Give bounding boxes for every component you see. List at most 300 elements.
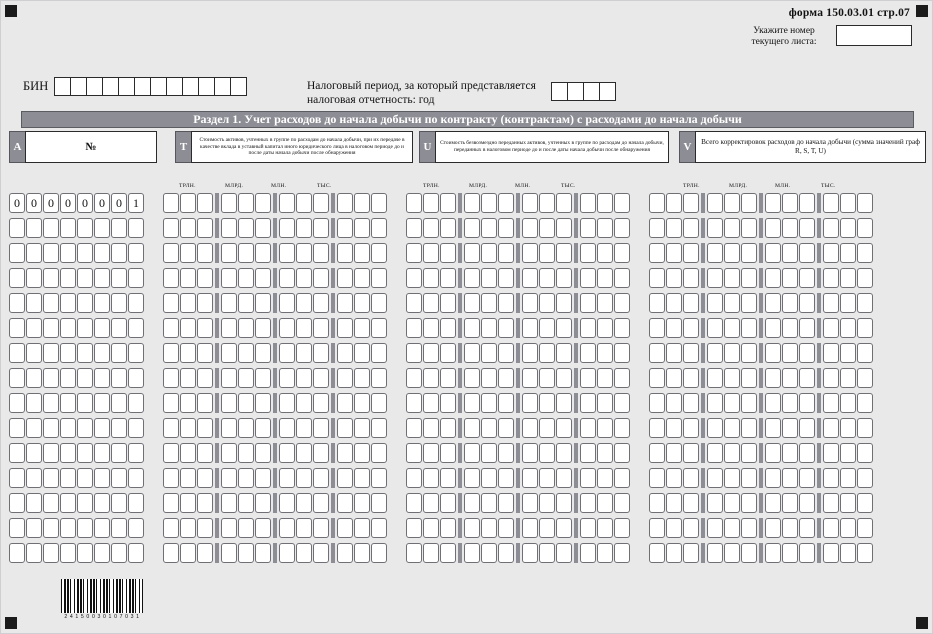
amount-digit[interactable]: [799, 468, 815, 488]
amount-digit[interactable]: [197, 318, 213, 338]
amount-digit[interactable]: [539, 543, 555, 563]
amount-digit[interactable]: [765, 243, 781, 263]
row-number-field[interactable]: [9, 193, 145, 213]
amount-digit[interactable]: [683, 193, 699, 213]
amount-digit[interactable]: [354, 268, 370, 288]
amount-digit[interactable]: [221, 318, 237, 338]
amount-digit[interactable]: [782, 418, 798, 438]
row-number-digit[interactable]: [94, 518, 110, 538]
amount-digit[interactable]: [423, 318, 439, 338]
row-number-digit[interactable]: [43, 268, 59, 288]
amount-digit[interactable]: [707, 443, 723, 463]
amount-digit[interactable]: [649, 293, 665, 313]
amount-field[interactable]: [163, 218, 388, 238]
row-number-digit[interactable]: [111, 468, 127, 488]
row-number-digit[interactable]: 0: [77, 193, 93, 213]
amount-digit[interactable]: [724, 368, 740, 388]
amount-field[interactable]: [163, 193, 388, 213]
row-number-digit[interactable]: [94, 393, 110, 413]
amount-digit[interactable]: [313, 193, 329, 213]
amount-digit[interactable]: [354, 343, 370, 363]
amount-digit[interactable]: [782, 368, 798, 388]
amount-field[interactable]: [649, 468, 874, 488]
amount-digit[interactable]: [464, 543, 480, 563]
amount-digit[interactable]: [580, 318, 596, 338]
row-number-digit[interactable]: [43, 468, 59, 488]
row-number-digit[interactable]: [111, 368, 127, 388]
row-number-digit[interactable]: [26, 368, 42, 388]
amount-digit[interactable]: [765, 493, 781, 513]
amount-digit[interactable]: [406, 343, 422, 363]
amount-digit[interactable]: [580, 443, 596, 463]
bin-cell[interactable]: [86, 77, 103, 96]
amount-digit[interactable]: [197, 193, 213, 213]
amount-digit[interactable]: [464, 443, 480, 463]
amount-field[interactable]: [649, 443, 874, 463]
amount-digit[interactable]: [707, 418, 723, 438]
amount-field[interactable]: [649, 218, 874, 238]
amount-digit[interactable]: [683, 368, 699, 388]
row-number-digit[interactable]: [128, 218, 144, 238]
amount-digit[interactable]: [840, 543, 856, 563]
amount-digit[interactable]: [498, 268, 514, 288]
amount-digit[interactable]: [724, 268, 740, 288]
amount-digit[interactable]: [371, 293, 387, 313]
amount-digit[interactable]: [799, 493, 815, 513]
amount-digit[interactable]: [556, 318, 572, 338]
row-number-digit[interactable]: [9, 243, 25, 263]
amount-digit[interactable]: [423, 368, 439, 388]
row-number-digit[interactable]: 0: [26, 193, 42, 213]
amount-digit[interactable]: [707, 393, 723, 413]
tax-period-cell[interactable]: [583, 82, 600, 101]
amount-digit[interactable]: [782, 343, 798, 363]
amount-digit[interactable]: [238, 443, 254, 463]
amount-digit[interactable]: [255, 343, 271, 363]
amount-digit[interactable]: [498, 518, 514, 538]
amount-digit[interactable]: [464, 268, 480, 288]
amount-digit[interactable]: [296, 243, 312, 263]
amount-digit[interactable]: [649, 518, 665, 538]
amount-digit[interactable]: [741, 518, 757, 538]
amount-digit[interactable]: [180, 218, 196, 238]
amount-digit[interactable]: [556, 368, 572, 388]
amount-digit[interactable]: [440, 493, 456, 513]
amount-digit[interactable]: [313, 493, 329, 513]
amount-digit[interactable]: [614, 218, 630, 238]
amount-digit[interactable]: [238, 318, 254, 338]
row-number-field[interactable]: [9, 543, 145, 563]
amount-digit[interactable]: [238, 468, 254, 488]
amount-digit[interactable]: [221, 468, 237, 488]
amount-digit[interactable]: [522, 543, 538, 563]
amount-digit[interactable]: [614, 418, 630, 438]
amount-digit[interactable]: [539, 443, 555, 463]
amount-digit[interactable]: [221, 293, 237, 313]
amount-digit[interactable]: [649, 493, 665, 513]
amount-digit[interactable]: [666, 243, 682, 263]
amount-digit[interactable]: [313, 318, 329, 338]
amount-digit[interactable]: [539, 493, 555, 513]
row-number-digit[interactable]: [111, 543, 127, 563]
amount-digit[interactable]: [406, 493, 422, 513]
amount-digit[interactable]: [313, 518, 329, 538]
amount-digit[interactable]: [707, 518, 723, 538]
amount-digit[interactable]: [180, 268, 196, 288]
row-number-digit[interactable]: [43, 543, 59, 563]
amount-digit[interactable]: [371, 543, 387, 563]
amount-field[interactable]: [649, 368, 874, 388]
amount-digit[interactable]: [666, 418, 682, 438]
amount-digit[interactable]: [238, 243, 254, 263]
amount-digit[interactable]: [666, 318, 682, 338]
row-number-digit[interactable]: [111, 443, 127, 463]
row-number-digit[interactable]: [77, 343, 93, 363]
row-number-digit[interactable]: [26, 418, 42, 438]
amount-digit[interactable]: [741, 293, 757, 313]
amount-digit[interactable]: [296, 418, 312, 438]
amount-digit[interactable]: [406, 243, 422, 263]
amount-field[interactable]: [163, 418, 388, 438]
amount-field[interactable]: [406, 518, 631, 538]
row-number-digit[interactable]: [9, 543, 25, 563]
row-number-field[interactable]: [9, 368, 145, 388]
amount-digit[interactable]: [649, 343, 665, 363]
row-number-digit[interactable]: [26, 493, 42, 513]
amount-digit[interactable]: [724, 493, 740, 513]
amount-digit[interactable]: [782, 193, 798, 213]
amount-digit[interactable]: [782, 393, 798, 413]
amount-digit[interactable]: [707, 268, 723, 288]
amount-digit[interactable]: [279, 193, 295, 213]
amount-digit[interactable]: [741, 193, 757, 213]
amount-digit[interactable]: [823, 418, 839, 438]
amount-digit[interactable]: [464, 468, 480, 488]
amount-field[interactable]: [649, 518, 874, 538]
amount-digit[interactable]: [255, 543, 271, 563]
amount-field[interactable]: [163, 268, 388, 288]
amount-digit[interactable]: [406, 443, 422, 463]
amount-digit[interactable]: [481, 443, 497, 463]
row-number-digit[interactable]: [9, 443, 25, 463]
amount-digit[interactable]: [823, 243, 839, 263]
amount-digit[interactable]: [354, 193, 370, 213]
amount-digit[interactable]: [481, 543, 497, 563]
amount-digit[interactable]: [255, 218, 271, 238]
amount-digit[interactable]: [163, 293, 179, 313]
amount-digit[interactable]: [337, 443, 353, 463]
amount-digit[interactable]: [406, 543, 422, 563]
row-number-digit[interactable]: [128, 418, 144, 438]
amount-digit[interactable]: [464, 368, 480, 388]
amount-digit[interactable]: [354, 543, 370, 563]
amount-digit[interactable]: [221, 518, 237, 538]
amount-digit[interactable]: [337, 293, 353, 313]
amount-digit[interactable]: [197, 293, 213, 313]
row-number-digit[interactable]: [128, 493, 144, 513]
amount-digit[interactable]: [580, 193, 596, 213]
amount-digit[interactable]: [255, 193, 271, 213]
row-number-digit[interactable]: [9, 468, 25, 488]
amount-digit[interactable]: [163, 243, 179, 263]
row-number-digit[interactable]: [26, 518, 42, 538]
amount-digit[interactable]: [840, 318, 856, 338]
amount-digit[interactable]: [823, 443, 839, 463]
amount-digit[interactable]: [666, 543, 682, 563]
amount-digit[interactable]: [666, 393, 682, 413]
amount-digit[interactable]: [197, 368, 213, 388]
row-number-digit[interactable]: [94, 493, 110, 513]
amount-digit[interactable]: [440, 343, 456, 363]
amount-digit[interactable]: [707, 218, 723, 238]
row-number-digit[interactable]: [43, 243, 59, 263]
amount-digit[interactable]: [539, 193, 555, 213]
amount-digit[interactable]: [279, 293, 295, 313]
row-number-digit[interactable]: [60, 293, 76, 313]
amount-digit[interactable]: [313, 293, 329, 313]
amount-digit[interactable]: [354, 493, 370, 513]
amount-digit[interactable]: [840, 468, 856, 488]
amount-digit[interactable]: [724, 343, 740, 363]
amount-field[interactable]: [163, 318, 388, 338]
amount-field[interactable]: [649, 243, 874, 263]
row-number-digit[interactable]: [60, 418, 76, 438]
bin-cell[interactable]: [134, 77, 151, 96]
tax-period-cell[interactable]: [599, 82, 616, 101]
amount-digit[interactable]: [741, 368, 757, 388]
amount-digit[interactable]: [683, 218, 699, 238]
amount-digit[interactable]: [614, 443, 630, 463]
amount-digit[interactable]: [649, 418, 665, 438]
row-number-digit[interactable]: [128, 368, 144, 388]
row-number-digit[interactable]: [60, 518, 76, 538]
amount-field[interactable]: [406, 368, 631, 388]
amount-digit[interactable]: [180, 518, 196, 538]
amount-digit[interactable]: [857, 393, 873, 413]
amount-digit[interactable]: [337, 418, 353, 438]
amount-digit[interactable]: [371, 218, 387, 238]
amount-digit[interactable]: [823, 468, 839, 488]
amount-digit[interactable]: [799, 443, 815, 463]
amount-digit[interactable]: [782, 318, 798, 338]
amount-digit[interactable]: [464, 518, 480, 538]
amount-digit[interactable]: [313, 368, 329, 388]
amount-digit[interactable]: [406, 368, 422, 388]
amount-digit[interactable]: [481, 243, 497, 263]
row-number-digit[interactable]: [60, 543, 76, 563]
amount-digit[interactable]: [464, 393, 480, 413]
amount-digit[interactable]: [221, 193, 237, 213]
amount-digit[interactable]: [238, 493, 254, 513]
amount-digit[interactable]: [522, 268, 538, 288]
bin-cell[interactable]: [102, 77, 119, 96]
row-number-digit[interactable]: [43, 343, 59, 363]
amount-digit[interactable]: [597, 543, 613, 563]
amount-digit[interactable]: [724, 318, 740, 338]
amount-digit[interactable]: [296, 293, 312, 313]
amount-digit[interactable]: [406, 418, 422, 438]
amount-field[interactable]: [406, 293, 631, 313]
amount-digit[interactable]: [614, 318, 630, 338]
row-number-digit[interactable]: [60, 368, 76, 388]
amount-digit[interactable]: [406, 393, 422, 413]
amount-digit[interactable]: [180, 468, 196, 488]
row-number-digit[interactable]: [94, 343, 110, 363]
amount-digit[interactable]: [724, 293, 740, 313]
amount-digit[interactable]: [840, 293, 856, 313]
row-number-field[interactable]: [9, 418, 145, 438]
amount-digit[interactable]: [823, 393, 839, 413]
amount-digit[interactable]: [556, 193, 572, 213]
bin-cell[interactable]: [214, 77, 231, 96]
amount-digit[interactable]: [354, 318, 370, 338]
amount-digit[interactable]: [423, 193, 439, 213]
amount-digit[interactable]: [823, 493, 839, 513]
amount-digit[interactable]: [163, 468, 179, 488]
amount-digit[interactable]: [707, 543, 723, 563]
tax-period-cell[interactable]: [567, 82, 584, 101]
data-grid[interactable]: [9, 193, 874, 568]
amount-digit[interactable]: [556, 393, 572, 413]
amount-digit[interactable]: [406, 293, 422, 313]
amount-field[interactable]: [649, 543, 874, 563]
amount-digit[interactable]: [337, 218, 353, 238]
amount-digit[interactable]: [255, 443, 271, 463]
row-number-digit[interactable]: [128, 268, 144, 288]
row-number-digit[interactable]: [128, 343, 144, 363]
amount-field[interactable]: [649, 293, 874, 313]
amount-digit[interactable]: [406, 468, 422, 488]
amount-digit[interactable]: [313, 418, 329, 438]
amount-digit[interactable]: [440, 293, 456, 313]
amount-digit[interactable]: [498, 493, 514, 513]
row-number-digit[interactable]: [9, 268, 25, 288]
amount-digit[interactable]: [741, 493, 757, 513]
amount-digit[interactable]: [163, 518, 179, 538]
amount-digit[interactable]: [354, 243, 370, 263]
row-number-digit[interactable]: [128, 318, 144, 338]
amount-digit[interactable]: [354, 418, 370, 438]
amount-digit[interactable]: [238, 368, 254, 388]
amount-digit[interactable]: [440, 443, 456, 463]
amount-digit[interactable]: [741, 268, 757, 288]
amount-digit[interactable]: [337, 468, 353, 488]
amount-digit[interactable]: [337, 518, 353, 538]
row-number-digit[interactable]: [26, 318, 42, 338]
amount-digit[interactable]: [782, 468, 798, 488]
amount-digit[interactable]: [354, 468, 370, 488]
amount-digit[interactable]: [649, 543, 665, 563]
amount-digit[interactable]: [782, 518, 798, 538]
amount-digit[interactable]: [683, 468, 699, 488]
amount-digit[interactable]: [614, 243, 630, 263]
amount-field[interactable]: [406, 493, 631, 513]
amount-digit[interactable]: [423, 343, 439, 363]
amount-digit[interactable]: [163, 443, 179, 463]
amount-digit[interactable]: [539, 268, 555, 288]
row-number-field[interactable]: [9, 293, 145, 313]
amount-digit[interactable]: [649, 393, 665, 413]
bin-input[interactable]: [54, 77, 246, 96]
amount-digit[interactable]: [481, 318, 497, 338]
amount-digit[interactable]: [238, 543, 254, 563]
amount-digit[interactable]: [221, 268, 237, 288]
amount-digit[interactable]: [724, 243, 740, 263]
row-number-digit[interactable]: [77, 218, 93, 238]
amount-digit[interactable]: [649, 318, 665, 338]
amount-digit[interactable]: [707, 368, 723, 388]
amount-digit[interactable]: [522, 318, 538, 338]
amount-digit[interactable]: [406, 318, 422, 338]
row-number-digit[interactable]: [43, 518, 59, 538]
amount-digit[interactable]: [580, 393, 596, 413]
row-number-digit[interactable]: [9, 518, 25, 538]
amount-digit[interactable]: [180, 243, 196, 263]
amount-digit[interactable]: [666, 368, 682, 388]
amount-digit[interactable]: [180, 343, 196, 363]
row-number-digit[interactable]: [60, 268, 76, 288]
bin-cell[interactable]: [54, 77, 71, 96]
amount-digit[interactable]: [724, 518, 740, 538]
amount-digit[interactable]: [799, 418, 815, 438]
amount-digit[interactable]: [296, 493, 312, 513]
amount-field[interactable]: [406, 343, 631, 363]
amount-digit[interactable]: [741, 318, 757, 338]
amount-digit[interactable]: [522, 493, 538, 513]
amount-digit[interactable]: [221, 343, 237, 363]
amount-digit[interactable]: [823, 193, 839, 213]
amount-digit[interactable]: [614, 343, 630, 363]
amount-digit[interactable]: [556, 468, 572, 488]
row-number-digit[interactable]: [94, 418, 110, 438]
bin-cell[interactable]: [118, 77, 135, 96]
amount-digit[interactable]: [597, 418, 613, 438]
amount-digit[interactable]: [498, 543, 514, 563]
amount-digit[interactable]: [197, 393, 213, 413]
amount-digit[interactable]: [539, 343, 555, 363]
amount-digit[interactable]: [597, 393, 613, 413]
amount-digit[interactable]: [683, 543, 699, 563]
amount-digit[interactable]: [464, 193, 480, 213]
amount-digit[interactable]: [440, 468, 456, 488]
row-number-digit[interactable]: [111, 243, 127, 263]
bin-cell[interactable]: [230, 77, 247, 96]
amount-digit[interactable]: [180, 543, 196, 563]
row-number-digit[interactable]: [77, 268, 93, 288]
amount-digit[interactable]: [197, 418, 213, 438]
amount-digit[interactable]: [440, 543, 456, 563]
bin-cell[interactable]: [166, 77, 183, 96]
amount-digit[interactable]: [464, 343, 480, 363]
amount-digit[interactable]: [279, 493, 295, 513]
row-number-digit[interactable]: [9, 318, 25, 338]
amount-digit[interactable]: [556, 243, 572, 263]
amount-field[interactable]: [163, 468, 388, 488]
row-number-field[interactable]: [9, 468, 145, 488]
amount-field[interactable]: [406, 393, 631, 413]
amount-digit[interactable]: [597, 218, 613, 238]
amount-digit[interactable]: [423, 393, 439, 413]
amount-digit[interactable]: [597, 493, 613, 513]
amount-digit[interactable]: [464, 243, 480, 263]
amount-digit[interactable]: [840, 518, 856, 538]
amount-field[interactable]: [163, 293, 388, 313]
amount-digit[interactable]: [406, 218, 422, 238]
amount-digit[interactable]: [279, 468, 295, 488]
amount-digit[interactable]: [423, 418, 439, 438]
amount-digit[interactable]: [597, 518, 613, 538]
amount-field[interactable]: [163, 518, 388, 538]
